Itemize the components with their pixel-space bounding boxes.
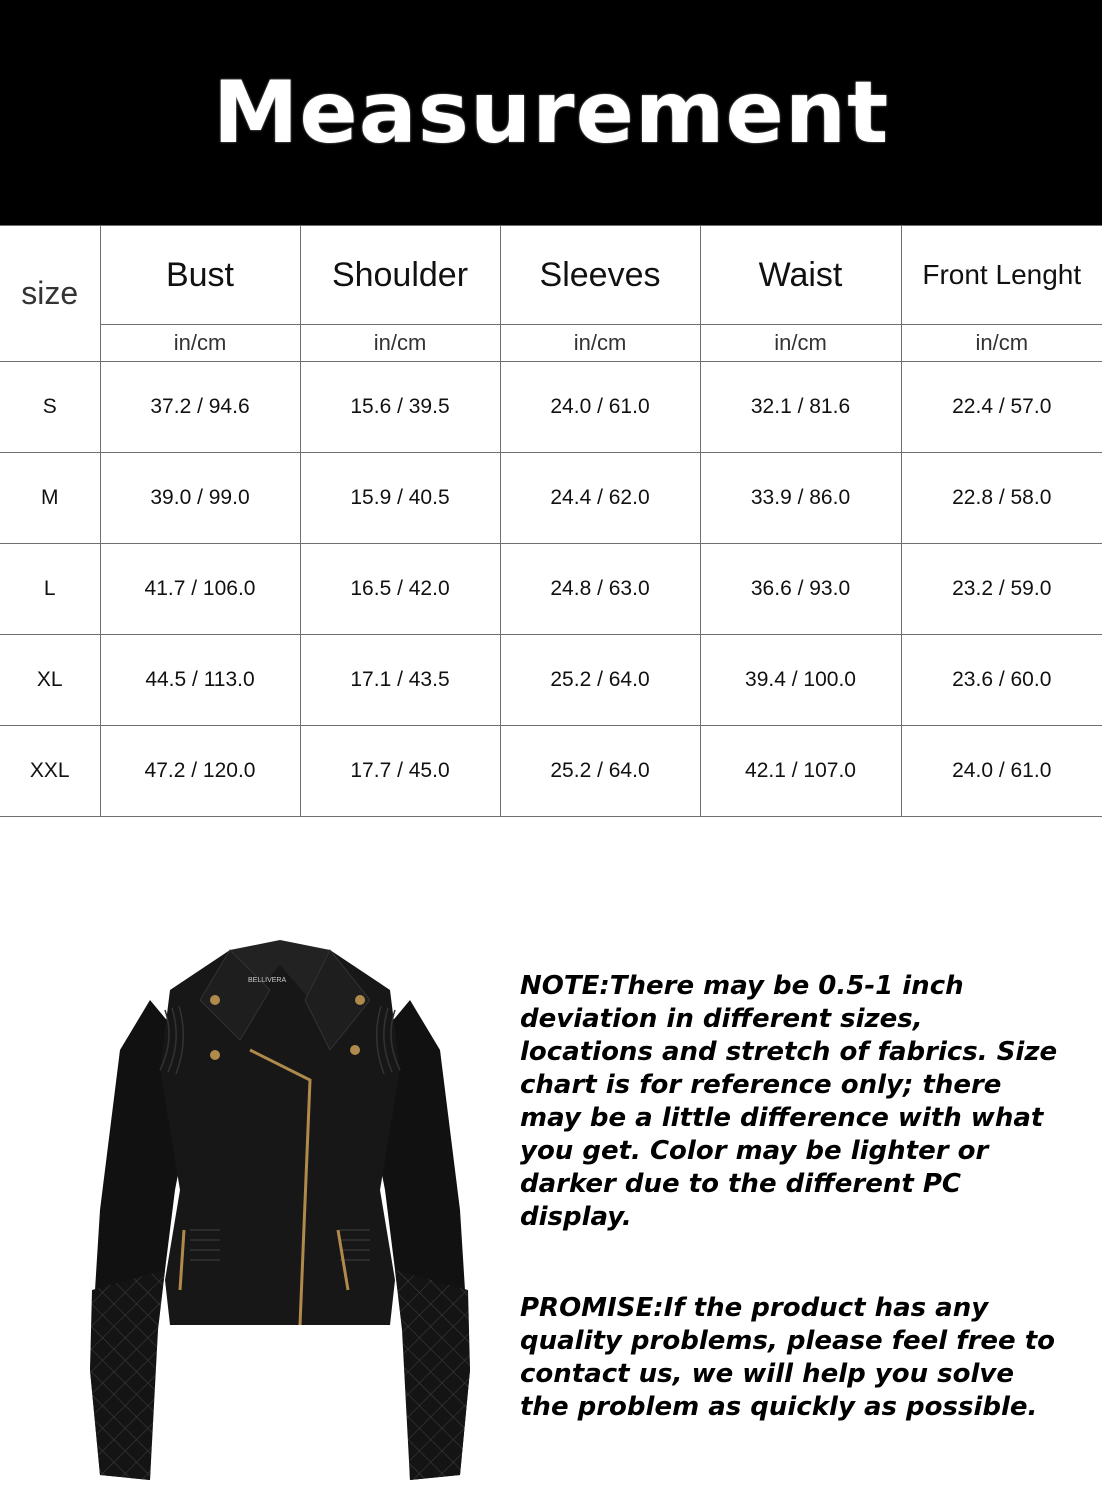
column-header-shoulder: Shoulder — [300, 226, 500, 325]
column-header-bust: Bust — [100, 226, 300, 325]
sleeves-cell: 25.2 / 64.0 — [500, 635, 700, 726]
table-row — [0, 635, 1102, 726]
size-cell: M — [0, 453, 100, 544]
bust-cell: 47.2 / 120.0 — [100, 726, 300, 817]
waist-cell: 39.4 / 100.0 — [700, 635, 901, 726]
waist-cell: 33.9 / 86.0 — [700, 453, 901, 544]
jacket-illustration — [80, 930, 480, 1500]
size-cell: L — [0, 544, 100, 635]
front-length-cell: 22.4 / 57.0 — [901, 362, 1102, 453]
page-title: Measurement — [212, 62, 890, 163]
promise-note: PROMISE:If the product has any quality problems, please feel free to contact us, we will help you solve the problem as quickly as possible. — [520, 1293, 1056, 1422]
column-header-front-length: Front Lenght — [901, 226, 1102, 325]
bust-cell: 37.2 / 94.6 — [100, 362, 300, 453]
table-row — [0, 362, 1102, 453]
bust-cell: 39.0 / 99.0 — [100, 453, 300, 544]
shoulder-cell: 17.1 / 43.5 — [300, 635, 500, 726]
front-length-cell: 23.6 / 60.0 — [901, 635, 1102, 726]
shoulder-cell: 15.9 / 40.5 — [300, 453, 500, 544]
shoulder-cell: 17.7 / 45.0 — [300, 726, 500, 817]
table-row — [0, 544, 1102, 635]
sleeves-cell: 25.2 / 64.0 — [500, 726, 700, 817]
size-cell: XL — [0, 635, 100, 726]
shoulder-cell: 16.5 / 42.0 — [300, 544, 500, 635]
column-header-sleeves: Sleeves — [500, 226, 700, 325]
column-header-waist: Waist — [700, 226, 901, 325]
front-length-cell: 23.2 / 59.0 — [901, 544, 1102, 635]
unit-label: in/cm — [500, 325, 700, 362]
brand-label: BELLIVERA — [248, 977, 287, 984]
size-chart-table — [0, 225, 1102, 817]
table-row — [0, 453, 1102, 544]
unit-label: in/cm — [300, 325, 500, 362]
sizing-note: NOTE:There may be 0.5-1 inch deviation in different sizes, locations and stretch of fabrics. Size chart is for reference only; there may be a little difference with what you get. Color may be lighter or darker due to the different PC display. — [520, 971, 1058, 1232]
front-length-cell: 24.0 / 61.0 — [901, 726, 1102, 817]
waist-cell: 36.6 / 93.0 — [700, 544, 901, 635]
sleeves-cell: 24.0 / 61.0 — [500, 362, 700, 453]
sleeves-cell: 24.8 / 63.0 — [500, 544, 700, 635]
unit-label: in/cm — [700, 325, 901, 362]
bust-cell: 44.5 / 113.0 — [100, 635, 300, 726]
unit-label: in/cm — [100, 325, 300, 362]
size-cell: S — [0, 362, 100, 453]
unit-label: in/cm — [901, 325, 1102, 362]
waist-cell: 42.1 / 107.0 — [700, 726, 901, 817]
waist-cell: 32.1 / 81.6 — [700, 362, 901, 453]
shoulder-cell: 15.6 / 39.5 — [300, 362, 500, 453]
title-banner — [0, 0, 1102, 225]
units-row — [0, 325, 1102, 362]
bust-cell: 41.7 / 106.0 — [100, 544, 300, 635]
size-cell: XXL — [0, 726, 100, 817]
size-column-header: size — [0, 226, 100, 362]
sleeves-cell: 24.4 / 62.0 — [500, 453, 700, 544]
jacket-image — [80, 930, 480, 1500]
table-row — [0, 726, 1102, 817]
table-header-row — [0, 226, 1102, 325]
front-length-cell: 22.8 / 58.0 — [901, 453, 1102, 544]
